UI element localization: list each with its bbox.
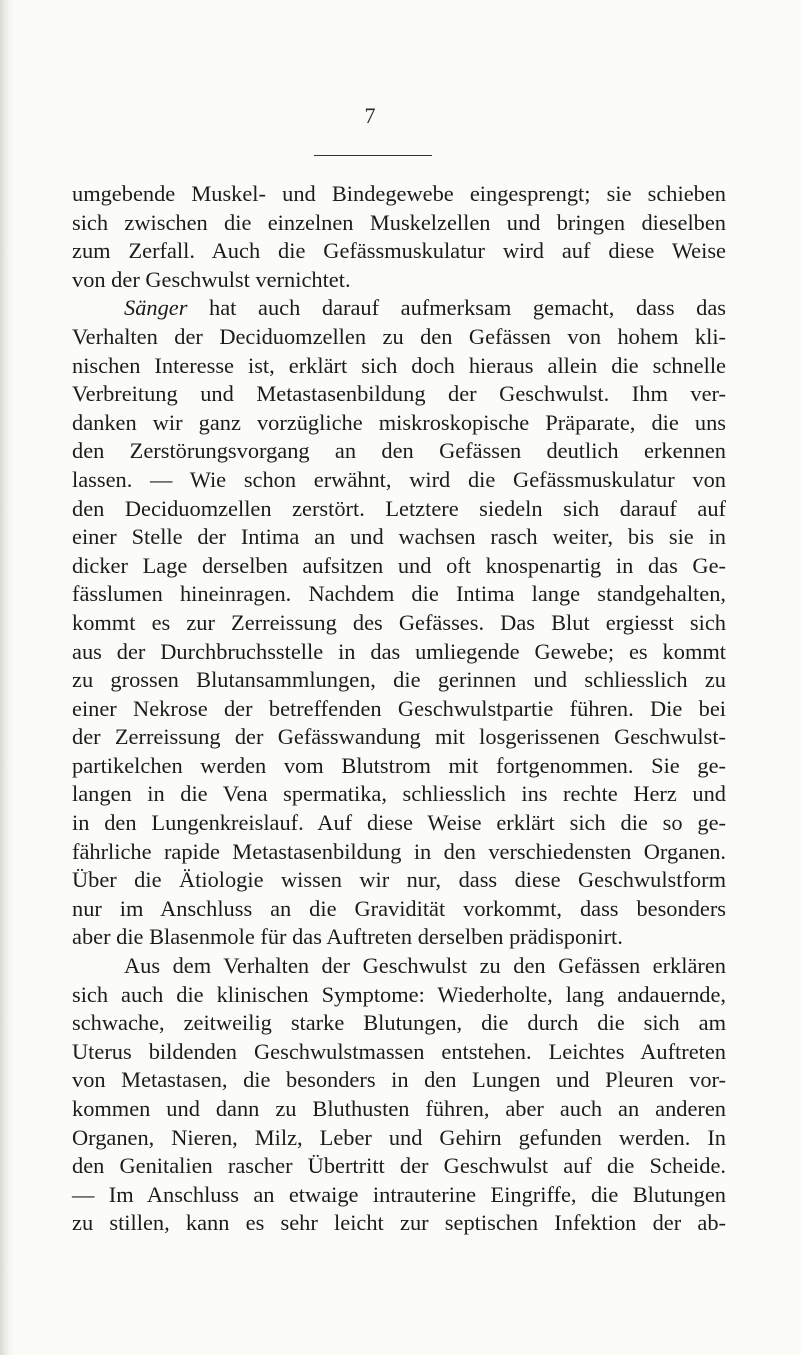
page-number: 7 [364, 103, 376, 128]
text-line: Aus dem Verhalten der Geschwulst zu den Gefässen erklären [124, 953, 726, 979]
text-line: Über die Ätiologie wissen wir nur, dass diese Geschwulstform [72, 867, 726, 893]
text-line: zu grossen Blutansammlungen, die gerinnen und schliesslich zu [72, 667, 726, 693]
text-line: zum Zerfall. Auch die Gefässmuskulatur wird auf diese Weise [72, 238, 726, 264]
text-line: von der Geschwulst vernichtet. [72, 266, 351, 292]
text-line: der Zerreissung der Gefässwandung mit losgerissenen Geschwulst- [72, 724, 726, 750]
text-line: kommen und dann zu Bluthusten führen, aber auch an anderen [72, 1096, 726, 1121]
text-line: sich auch die klinischen Symptome: Wiederholte, lang andauernde, [72, 981, 726, 1007]
page-edge-shadow [0, 0, 14, 1355]
text-line: von Metastasen, die besonders in den Lungen und Pleuren vor- [72, 1067, 726, 1093]
text-line: sich zwischen die einzelnen Muskelzellen und bringen dieselben [72, 209, 726, 235]
text-line: Uterus bildenden Geschwulstmassen entstehen. Leichtes Auftreten [72, 1038, 726, 1064]
text-line: den Genitalien rascher Übertritt der Geschwulst auf die Scheide. [72, 1153, 726, 1179]
text-line: lassen. — Wie schon erwähnt, wird die Gefässmuskulatur von [72, 466, 726, 492]
text-line: den Zerstörungsvorgang an den Gefässen deutlich erkennen [72, 438, 726, 464]
text-line: partikelchen werden vom Blutstrom mit fortgenommen. Sie ge- [72, 752, 726, 778]
text-line: in den Lungenkreislauf. Auf diese Weise erklärt sich die so ge- [72, 810, 726, 836]
page-number-rule [314, 155, 432, 156]
text-line: Verhalten der Deciduomzellen zu den Gefässen von hohem kli- [72, 323, 726, 349]
text-line: langen in die Vena spermatika, schliesslich ins rechte Herz und [72, 781, 726, 807]
text-line: danken wir ganz vorzügliche miskroskopische Präparate, die uns [72, 409, 726, 435]
text-line: den Deciduomzellen zerstört. Letztere siedeln sich darauf auf [72, 495, 726, 521]
text-line: dicker Lage derselben aufsitzen und oft knospenartig in das Ge- [72, 552, 726, 578]
text-line: zu stillen, kann es sehr leicht zur septischen Infektion der ab- [72, 1210, 726, 1236]
author-name: Sänger [124, 295, 188, 321]
text-line: fässlumen hineinragen. Nachdem die Intima lange standgehalten, [72, 581, 726, 607]
text-line: einer Nekrose der betreffenden Geschwulstpartie führen. Die bei [72, 695, 726, 721]
text-line: Sänger hat auch darauf aufmerksam gemacht, dass das [124, 295, 726, 321]
text-line: umgebende Muskel- und Bindegewebe eingesprengt; sie schieben [72, 181, 726, 206]
text-line: — Im Anschluss an etwaige intrauterine Eingriffe, die Blutungen [72, 1181, 726, 1207]
text-line: Verbreitung und Metastasenbildung der Geschwulst. Ihm ver- [72, 381, 726, 407]
text-line: aus der Durchbruchsstelle in das umliegende Gewebe; es kommt [72, 638, 726, 664]
text-line: fährliche rapide Metastasenbildung in den verschiedensten Organen. [72, 838, 726, 864]
text-line: aber die Blasenmole für das Auftreten derselben prädisponirt. [72, 924, 623, 950]
text-line: schwache, zeitweilig starke Blutungen, die durch die sich am [72, 1010, 726, 1036]
text-line: Organen, Nieren, Milz, Leber und Gehirn gefunden werden. In [72, 1124, 726, 1150]
text-line: nischen Interesse ist, erklärt sich doch hieraus allein die schnelle [72, 352, 726, 378]
text-line: nur im Anschluss an die Gravidität vorkommt, dass besonders [72, 895, 726, 921]
body-text [72, 180, 726, 1238]
text-line: kommt es zur Zerreissung des Gefässes. Das Blut ergiesst sich [72, 609, 726, 635]
text-line: einer Stelle der Intima an und wachsen rasch weiter, bis sie in [72, 524, 726, 550]
